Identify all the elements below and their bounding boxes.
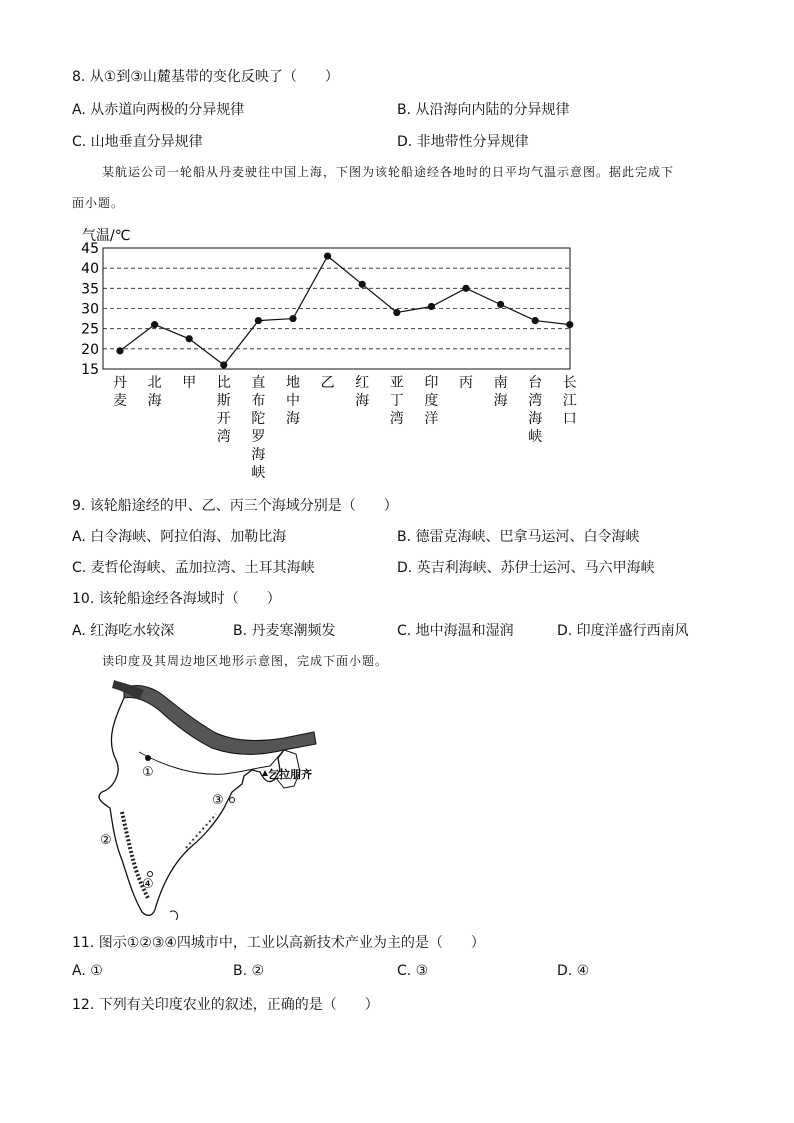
y-tick-label: 20	[81, 341, 99, 358]
data-point	[359, 281, 366, 288]
city-dot-3	[230, 798, 235, 803]
sri-lanka-outline	[170, 911, 178, 920]
q8-option-c: C. 山地垂直分异规律	[72, 134, 203, 150]
data-point	[532, 317, 539, 324]
x-tick-label: 丙	[459, 375, 473, 391]
q11-option-c: C. ③	[397, 963, 429, 979]
x-tick-label: 丹麦	[113, 375, 127, 409]
q9-option-b: B. 德雷克海峡、巴拿马运河、白令海峡	[397, 529, 640, 545]
y-axis-label: 气温/℃	[82, 228, 131, 244]
q10-option-a: A. 红海吃水较深	[72, 623, 175, 639]
x-tick-label: 红海	[355, 375, 370, 409]
y-tick-label: 45	[81, 241, 99, 257]
q10-option-c: C. 地中海温和湿润	[397, 623, 514, 639]
data-point	[289, 315, 296, 322]
intro-paragraph-1-line-2: 面小题。	[72, 196, 125, 210]
q11-option-d: D. ④	[557, 963, 590, 979]
q10-option-b: B. 丹麦寒潮频发	[233, 623, 336, 639]
q8-stem: 8. 从①到③山麓基带的变化反映了（ ）	[72, 69, 339, 85]
y-tick-label: 15	[81, 362, 99, 378]
q10-stem: 10. 该轮船途经各海域时（ ）	[72, 591, 281, 607]
data-point	[116, 347, 123, 354]
marker-3: ③	[212, 793, 224, 808]
marker-2: ②	[100, 833, 112, 848]
city-dot-4	[148, 872, 153, 877]
cherrapunji-label: 乞拉朋齐	[268, 768, 312, 781]
data-point	[497, 301, 504, 308]
data-point	[220, 361, 227, 368]
x-tick-label: 地中海	[286, 375, 300, 427]
intro-paragraph-1-line-1: 某航运公司一轮船从丹麦驶往中国上海，下图为该轮船途经各地时的日平均气温示意图。据此完成下	[102, 165, 675, 179]
q9-stem: 9. 该轮船途经的甲、乙、丙三个海域分别是（ ）	[72, 498, 398, 514]
x-tick-label: 亚丁湾	[389, 375, 404, 427]
y-tick-label: 35	[81, 281, 99, 298]
city-dot-1	[145, 755, 151, 761]
marker-1: ①	[142, 765, 154, 780]
q8-option-b: B. 从沿海向内陆的分异规律	[397, 102, 570, 118]
india-terrain-map	[84, 680, 334, 920]
q8-option-a: A. 从赤道向两极的分异规律	[72, 102, 245, 118]
q11-option-a: A. ①	[72, 963, 103, 979]
q9-option-d: D. 英吉利海峡、苏伊士运河、马六甲海峡	[397, 560, 655, 576]
y-tick-label: 25	[81, 321, 99, 338]
data-point	[462, 285, 469, 292]
x-tick-label: 北海	[147, 375, 162, 409]
data-point	[566, 321, 573, 328]
data-point	[393, 309, 400, 316]
q9-option-a: A. 白令海峡、阿拉伯海、加勒比海	[72, 529, 287, 545]
x-tick-label: 南海	[493, 375, 508, 409]
intro-paragraph-2: 读印度及其周边地区地形示意图，完成下面小题。	[102, 654, 389, 668]
data-point	[324, 252, 331, 259]
y-tick-label: 40	[81, 261, 99, 278]
q11-stem: 11. 图示①②③④四城市中，工业以高新技术产业为主的是（ ）	[72, 935, 485, 951]
x-tick-label: 比斯开湾	[216, 375, 231, 445]
x-tick-label: 印度洋	[424, 375, 439, 427]
y-tick-label: 30	[81, 301, 99, 318]
q12-stem: 12. 下列有关印度农业的叙述，正确的是（ ）	[72, 997, 379, 1013]
x-tick-label: 乙	[320, 375, 335, 391]
himalaya-mountain-band	[124, 686, 316, 755]
data-point	[151, 321, 158, 328]
marker-4: ④	[142, 877, 154, 892]
x-tick-label: 长江口	[562, 375, 577, 427]
data-point	[428, 303, 435, 310]
x-tick-label: 台湾海峡	[528, 375, 543, 445]
x-tick-label: 甲	[182, 375, 197, 391]
q11-option-b: B. ②	[233, 963, 265, 979]
q8-option-d: D. 非地带性分异规律	[397, 134, 529, 150]
x-tick-label: 直布陀罗海峡	[251, 375, 266, 481]
q10-option-d: D. 印度洋盛行西南风	[557, 623, 689, 639]
data-point	[186, 335, 193, 342]
temperature-line-chart	[70, 220, 590, 482]
q9-option-c: C. 麦哲伦海峡、孟加拉湾、土耳其海峡	[72, 560, 315, 576]
data-point	[255, 317, 262, 324]
eastern-ghats	[186, 814, 216, 848]
